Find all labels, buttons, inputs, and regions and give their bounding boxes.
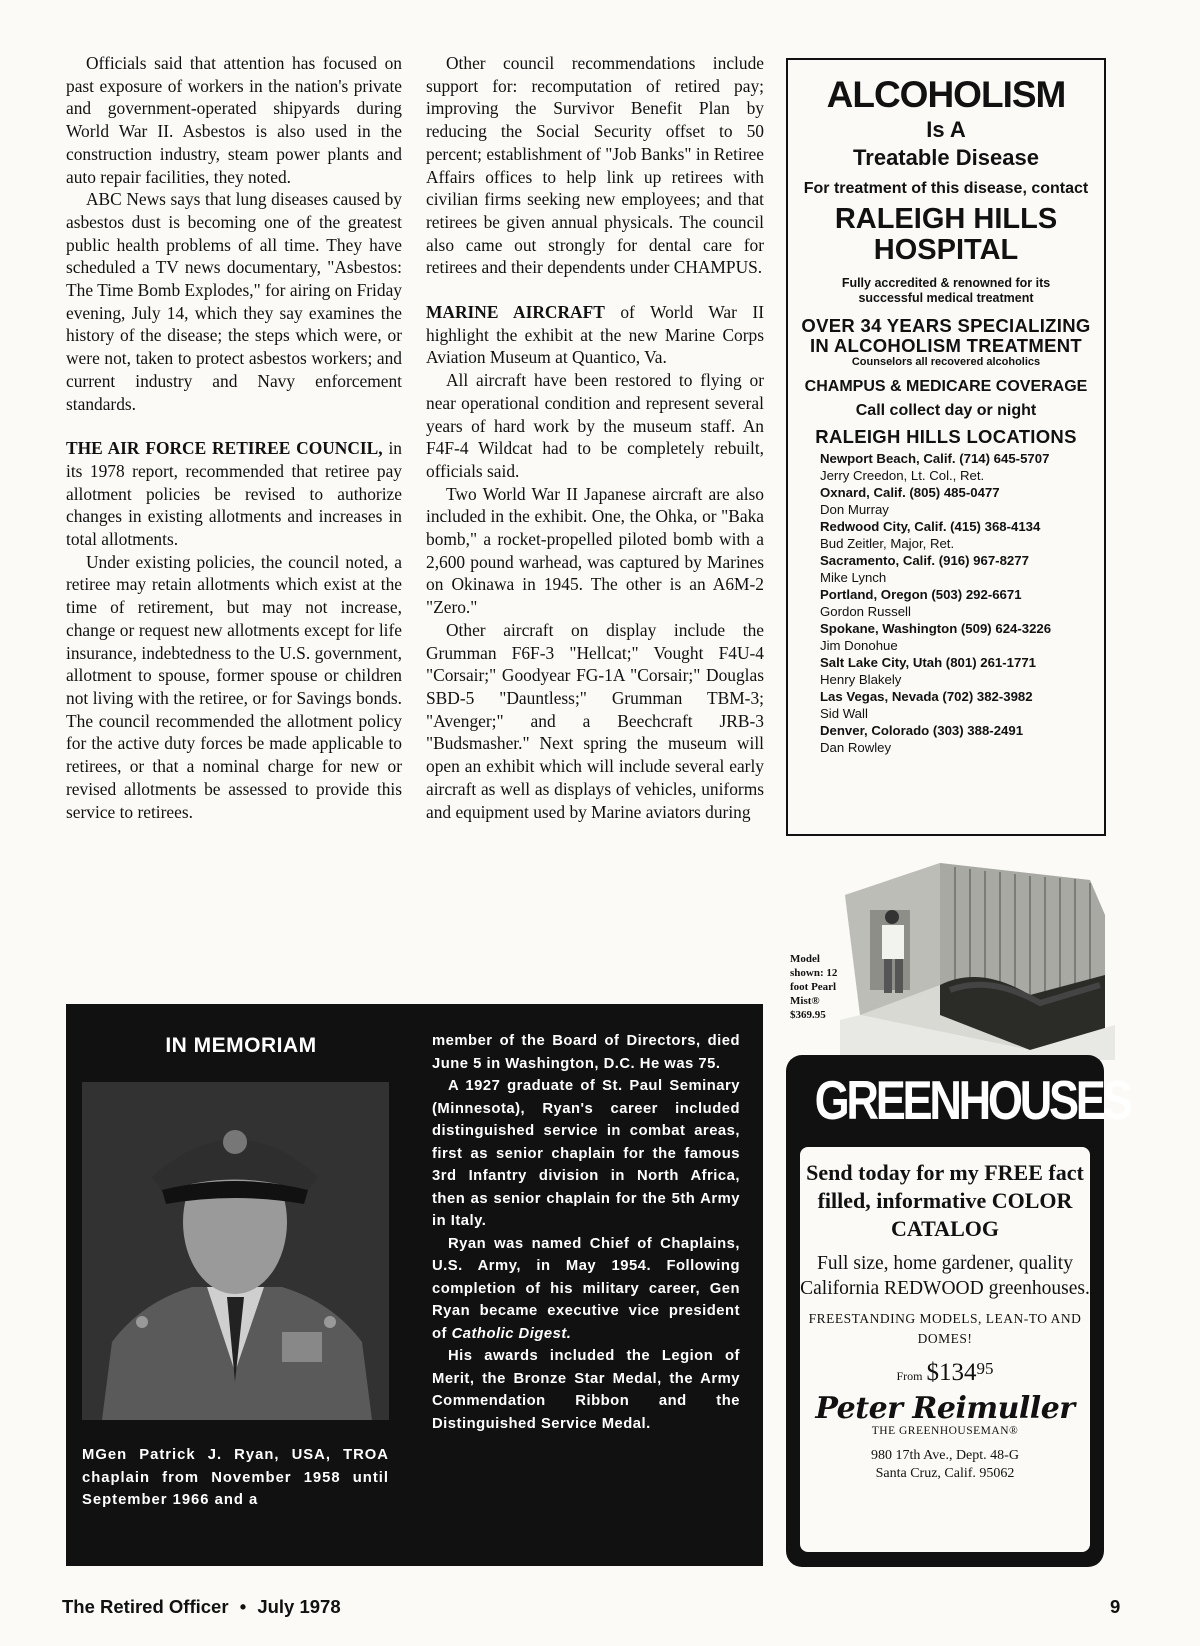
memoriam-paragraph-1: member of the Board of Directors, died June 5 in Washington, D.C. He was 75. (432, 1033, 740, 1072)
location-place: Spokane, Washington (509) 624-3226 (820, 621, 1052, 636)
location-place: Sacramento, Calif. (916) 967-8277 (820, 553, 1029, 568)
location-item (820, 654, 1104, 688)
signature: Peter Reimuller (815, 1391, 1075, 1426)
ad-contact-line: For treatment of this disease, contact (803, 180, 1089, 197)
over-years-line-1: OVER 34 YEARS SPECIALIZING (801, 315, 1091, 336)
model-caption: Model shown: 12 foot Pearl Mist® $369.95 (790, 953, 838, 1021)
coverage-line: CHAMPUS & MEDICARE COVERAGE (804, 378, 1088, 395)
location-place: Redwood City, Calif. (415) 368-4134 (820, 519, 1041, 534)
col1-paragraph-4: Under existing policies, the council noted, a retiree may retain allotments which exist at the time of retirement, but may not increase, change or request new allotments except for life insurance, indebtedness to the U.S. government, allotment to spouse, former spouse or children not living with the retiree, or for Savings bonds. The council recommended the allotment policy for the active duty forces be made applicable to retirees, or that a nominal charge for new or revised allotments be assessed to provide this service to retirees. (66, 551, 402, 822)
memoriam-title: IN MEMORIAM (165, 1034, 317, 1057)
col1-paragraph-3 (66, 437, 402, 551)
location-place: Denver, Colorado (303) 388-2491 (820, 723, 1024, 738)
greenhouse-ad-body (800, 1147, 1090, 1552)
col2-paragraph-1: Other council recommendations include support for: recomputation of retired pay; improving the Survivor Benefit Plan by reducing the Social Security offset to 50 percent; establishment of "Job Banks" in Retiree Affairs offices to help link up retirees with civilian firms seeking new employees; and that retirees be given annual physicals. The council also came out strongly for dental care for retirees and their dependents under CHAMPUS. (426, 53, 764, 278)
page-number: 9 (1110, 1596, 1121, 1617)
location-contact: Bud Zeitler, Major, Ret. (820, 536, 955, 551)
air-force-council-heading: THE AIR FORCE RETIREE COUNCIL, (66, 438, 383, 459)
locations-list (820, 450, 1104, 756)
greenhouse-photo (840, 855, 1115, 1060)
memoriam-paragraph-4: His awards included the Legion of Merit, the Bronze Star Medal, the Army Commendation Ribbon and the Distinguished Service Medal. (432, 1348, 740, 1432)
memoriam-text (432, 1030, 740, 1435)
greenhouse-advertisement (786, 1055, 1130, 1567)
col2-paragraph-2 (426, 301, 764, 369)
location-contact: Henry Blakely (820, 672, 902, 687)
portrait-photo (82, 1082, 389, 1420)
location-item (820, 450, 1104, 484)
location-contact: Dan Rowley (820, 740, 892, 755)
footer-bullet: • (239, 1596, 247, 1617)
col2-paragraph-4: Two World War II Japanese aircraft are also included in the exhibit. One, the Ohka, or "Baka bomb," a rocket-propelled piloted bomb with a 2,600 pound warhead, was captured by Marines on Okinawa in 1945. The other is an A6M-2 "Zero." (426, 483, 764, 618)
accredited-line-2: successful medical treatment (858, 291, 1034, 305)
location-contact: Don Murray (820, 502, 889, 517)
price-dollars: $134 (926, 1359, 977, 1386)
location-place: Las Vegas, Nevada (702) 382-3982 (820, 689, 1033, 704)
location-item (820, 688, 1104, 722)
publication-name: The Retired Officer (62, 1596, 229, 1617)
hospital-name-2: HOSPITAL (873, 234, 1019, 266)
marine-aircraft-heading: MARINE AIRCRAFT (426, 302, 605, 323)
ad-headline: ALCOHOLISM (826, 74, 1066, 115)
location-contact: Sid Wall (820, 706, 868, 721)
greenhouseman-tagline: THE GREENHOUSEMAN® (871, 1425, 1019, 1437)
counselors-line: Counselors all recovered alcoholics (851, 356, 1041, 368)
greenhouse-description: Full size, home gardener, quality California REDWOOD greenhouses. (800, 1253, 1090, 1299)
location-contact: Gordon Russell (820, 604, 911, 619)
price-cents: 95 (976, 1359, 994, 1378)
location-item (820, 586, 1104, 620)
location-contact: Jim Donohue (820, 638, 898, 653)
send-today-text: Send today for my FREE fact filled, informative COLOR CATALOG (806, 1160, 1084, 1241)
location-contact: Jerry Creedon, Lt. Col., Ret. (820, 468, 985, 483)
memoriam-paragraph-3-text: Ryan was named Chief of Chaplains, U.S. Army, in May 1954. Following completion of his military career, Gen Ryan became executive vice president of (432, 1235, 740, 1342)
col2-paragraph-3: All aircraft have been restored to flying or near operational condition and represent several years of hard work by the museum staff. An F4F-4 Wildcat had to be completely rebuilt, officials said. (426, 370, 764, 481)
call-collect-line: Call collect day or night (855, 402, 1037, 419)
greenhouses-title: GREENHOUSES (814, 1069, 1130, 1131)
price-from: From (896, 1369, 923, 1383)
portrait-caption: MGen Patrick J. Ryan, USA, TROA chaplain from November 1958 until September 1966 and a (82, 1447, 389, 1508)
location-item (820, 552, 1104, 586)
catholic-digest-title: Catholic Digest. (451, 1325, 572, 1342)
models-text: FREESTANDING MODELS, LEAN-TO AND DOMES! (808, 1311, 1082, 1346)
locations-title: RALEIGH HILLS LOCATIONS (815, 426, 1077, 447)
location-item (820, 620, 1104, 654)
location-place: Salt Lake City, Utah (801) 261-1771 (820, 655, 1036, 670)
address-line-2: Santa Cruz, Calif. 95062 (875, 1466, 1015, 1481)
accredited-line-1: Fully accredited & renowned for its (841, 276, 1051, 290)
location-contact: Mike Lynch (820, 570, 887, 585)
memoriam-paragraph-3 (432, 1233, 740, 1346)
ad-line-is-a: Is A (926, 117, 966, 142)
price (800, 1359, 1090, 1387)
in-memoriam-box (66, 1004, 763, 1566)
issue-date: July 1978 (257, 1596, 341, 1617)
col2-paragraph-5: Other aircraft on display include the Grumman F6F-3 "Hellcat;" Vought F4U-4 "Corsair;" Goodyear FG-1A "Corsair;" Douglas SBD-5 "Dauntless;" Grumman TBM-3; "Avenger;" and a Beechcraft JRB-3 "Budsmasher." Next spring the museum will open an exhibit which will include several early aircraft as well as displays of vehicles, uniforms and equipment used by Marine aviators during (426, 619, 764, 822)
address-line-1: 980 17th Ave., Dept. 48-G (871, 1448, 1019, 1463)
location-item (820, 722, 1104, 756)
page-footer (62, 1596, 341, 1618)
alcoholism-advertisement (786, 58, 1106, 836)
col2-paragraph-2-body: of World War II highlight the exhibit at the new Marine Corps Aviation Museum at Quantico, Va. (426, 302, 764, 368)
col1-paragraph-2: ABC News says that lung diseases caused by asbestos dust is becoming one of the greatest public health problems of all time. They have scheduled a TV news documentary, "Asbestos: The Time Bomb Explodes," for airing on Friday evening, July 14, which they say examines the history of the disease; the steps which were, or were not, taken to protect asbestos workers; and current industry and Navy enforcement standards. (66, 189, 402, 414)
ad-treatable-disease: Treatable Disease (853, 145, 1039, 170)
location-place: Portland, Oregon (503) 292-6671 (820, 587, 1022, 602)
article-column-1 (66, 52, 402, 823)
article-column-2 (426, 52, 764, 823)
col1-paragraph-3-body: in its 1978 report, recommended that retiree pay allotment policies be revised to authorize changes in existing allotments and increases in total allotments. (66, 438, 403, 550)
location-place: Newport Beach, Calif. (714) 645-5707 (820, 451, 1050, 466)
hospital-name-1: RALEIGH HILLS (834, 203, 1058, 235)
location-item (820, 484, 1104, 518)
location-item (820, 518, 1104, 552)
location-place: Oxnard, Calif. (805) 485-0477 (820, 485, 1000, 500)
col1-paragraph-1: Officials said that attention has focused on past exposure of workers in the nation's private and government-operated shipyards during World War II. Asbestos is also used in the construction industry, steam power plants and auto repair facilities, they noted. (66, 53, 402, 187)
memoriam-paragraph-2: A 1927 graduate of St. Paul Seminary (Minnesota), Ryan's career included distinguished service in combat areas, first as senior chaplain for the famous 3rd Infantry division in North Africa, then as senior chaplain for the 5th Army in Italy. (432, 1078, 740, 1229)
over-years-line-2: IN ALCOHOLISM TREATMENT (809, 335, 1083, 356)
